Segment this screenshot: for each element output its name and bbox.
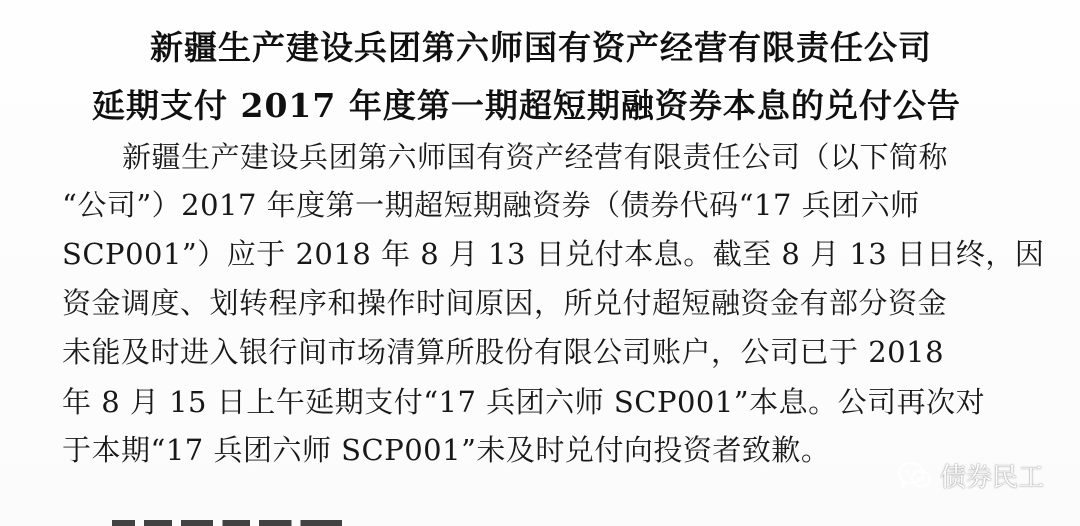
wechat-icon [898, 461, 932, 491]
body-text-line: SCP001”）应于 2018 年 8 月 13 日兑付本息。截至 8 月 13 日日终，因 [62, 237, 1045, 271]
body-text-line: 未能及时进入银行间市场清算所股份有限公司账户，公司已于 2018 [62, 335, 945, 369]
cut-off-text-line [112, 512, 412, 526]
body-text-line: “公司”）2017 年度第一期超短期融资券（债券代码“17 兵团六师 [62, 188, 920, 222]
watermark [898, 457, 1044, 494]
watermark-text: 债券民工 [939, 463, 1044, 493]
body-text-line: 于本期“17 兵团六师 SCP001”未及时兑付向投资者致歉。 [62, 433, 831, 467]
document-title-line-1: 新疆生产建设兵团第六师国有资产经营有限责任公司 [150, 28, 932, 67]
body-text-line: 新疆生产建设兵团第六师国有资产经营有限责任公司（以下简称 [122, 140, 949, 174]
body-text-line: 资金调度、划转程序和操作时间原因，所兑付超短融资金有部分资金 [62, 286, 948, 320]
body-text-line: 年 8 月 15 日上午延期支付“17 兵团六师 SCP001”本息。公司再次对 [62, 385, 986, 419]
document-title-line-2: 延期支付 2017 年度第一期超短期融资券本息的兑付公告 [92, 86, 961, 125]
